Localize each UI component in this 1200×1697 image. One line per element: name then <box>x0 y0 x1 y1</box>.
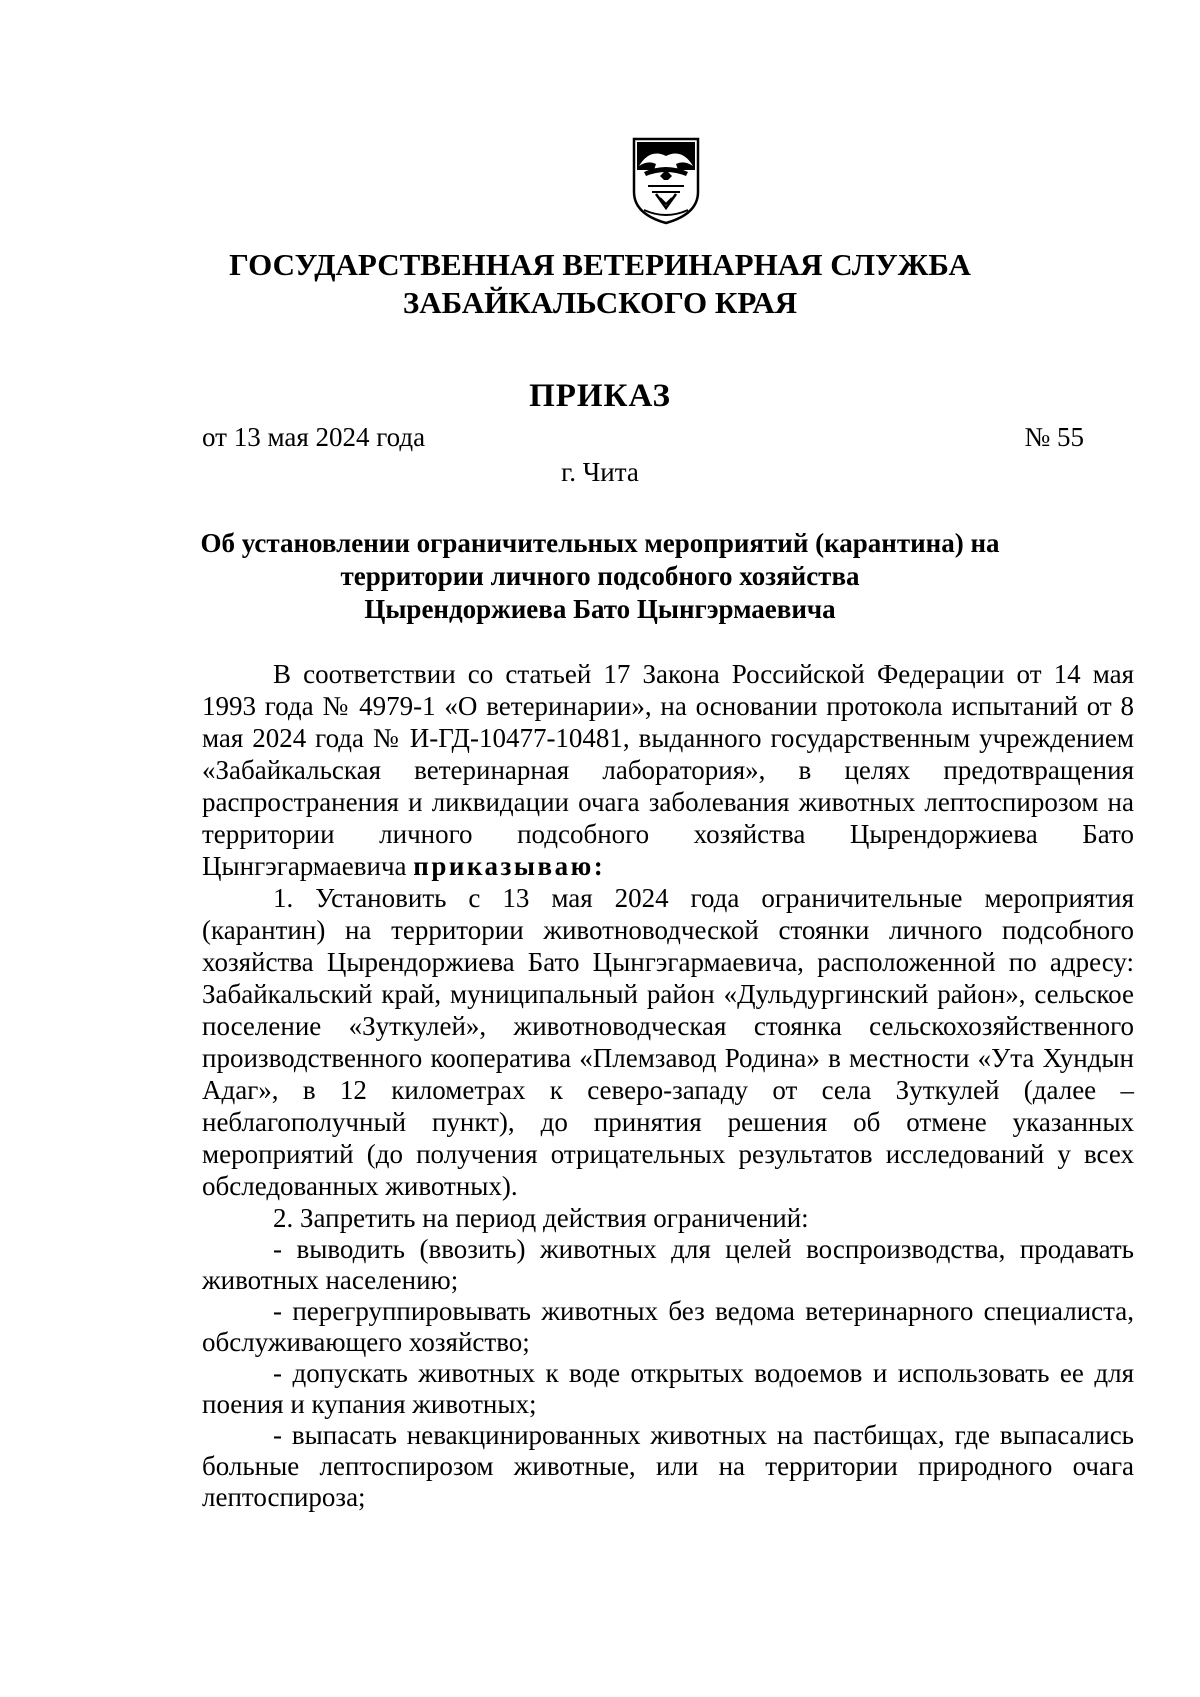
prohibition-bullet: - перегруппировывать животных без ведома ветеринарного специалиста, обслуживающего хозяйство; <box>202 1296 1134 1357</box>
preamble-paragraph <box>202 658 1134 882</box>
order-body <box>202 658 1134 1513</box>
prohibition-bullet: - выводить (ввозить) животных для целей воспроизводства, продавать животных населению; <box>202 1234 1134 1295</box>
item-2-paragraph: 2. Запретить на период действия ограничений: <box>273 1203 809 1233</box>
prohibition-bullet: - выпасать невакцинированных животных на пастбищах, где выпасались больные лептоспирозом животные, или на территории природного очага лептоспироза; <box>202 1420 1134 1512</box>
organization-name-line1: ГОСУДАРСТВЕННАЯ ВЕТЕРИНАРНАЯ СЛУЖБА <box>229 247 971 282</box>
organization-name-line2: ЗАБАЙКАЛЬСКОГО КРАЯ <box>402 285 798 320</box>
prohibition-bullet: - допускать животных к воде открытых водоемов и использовать ее для поения и купания животных; <box>202 1358 1134 1419</box>
directive-word: приказываю: <box>413 851 606 881</box>
order-number: № 55 <box>1024 422 1084 452</box>
order-subject <box>0 527 1200 626</box>
preamble-text: В соответствии со статьей 17 Закона Российской Федерации от 14 мая 1993 года № 4979-1 «О ветеринарии», на основании протокола испытаний от 8 мая 2024 года № И-ГД-10477-10481, выданного государственным учреждением «Забайкальская ветеринарная лаборатория», в целях предотвращения распространения и ликвидации очага заболевания животных лептоспирозом на территории личного подсобного хозяйства Цырендоржиева Бато Цынгэгармаевича <box>202 659 1134 881</box>
document-type-title: ПРИКАЗ <box>529 378 671 414</box>
subject-line1: Об установлении ограничительных мероприятий (карантина) на <box>200 528 1000 558</box>
order-date: от 13 мая 2024 года <box>202 422 426 452</box>
item-1-paragraph: 1. Установить с 13 мая 2024 года ограничительные мероприятия (карантин) на территории животноводческой стоянки личного подсобного хозяйства Цырендоржиева Бато Цынгэгармаевича, расположенной по адресу: Забайкальский край, муниципальный район «Дульдургинский район», сельское поселение «Зуткулей», животноводческая стоянка сельскохозяйственного производственного кооператива «Племзавод Родина» в местности «Ута Хундын Адаг», в 12 километрах к северо-западу от села Зуткулей (далее – неблагополучный пункт), до принятия решения об отмене указанных мероприятий (до получения отрицательных результатов исследований у всех обследованных животных). <box>202 883 1134 1201</box>
subject-line2: территории личного подсобного хозяйства <box>340 561 860 591</box>
coat-of-arms-emblem <box>630 136 702 226</box>
order-city: г. Чита <box>561 457 639 487</box>
subject-line3: Цырендоржиева Бато Цынгэрмаевича <box>364 594 836 624</box>
